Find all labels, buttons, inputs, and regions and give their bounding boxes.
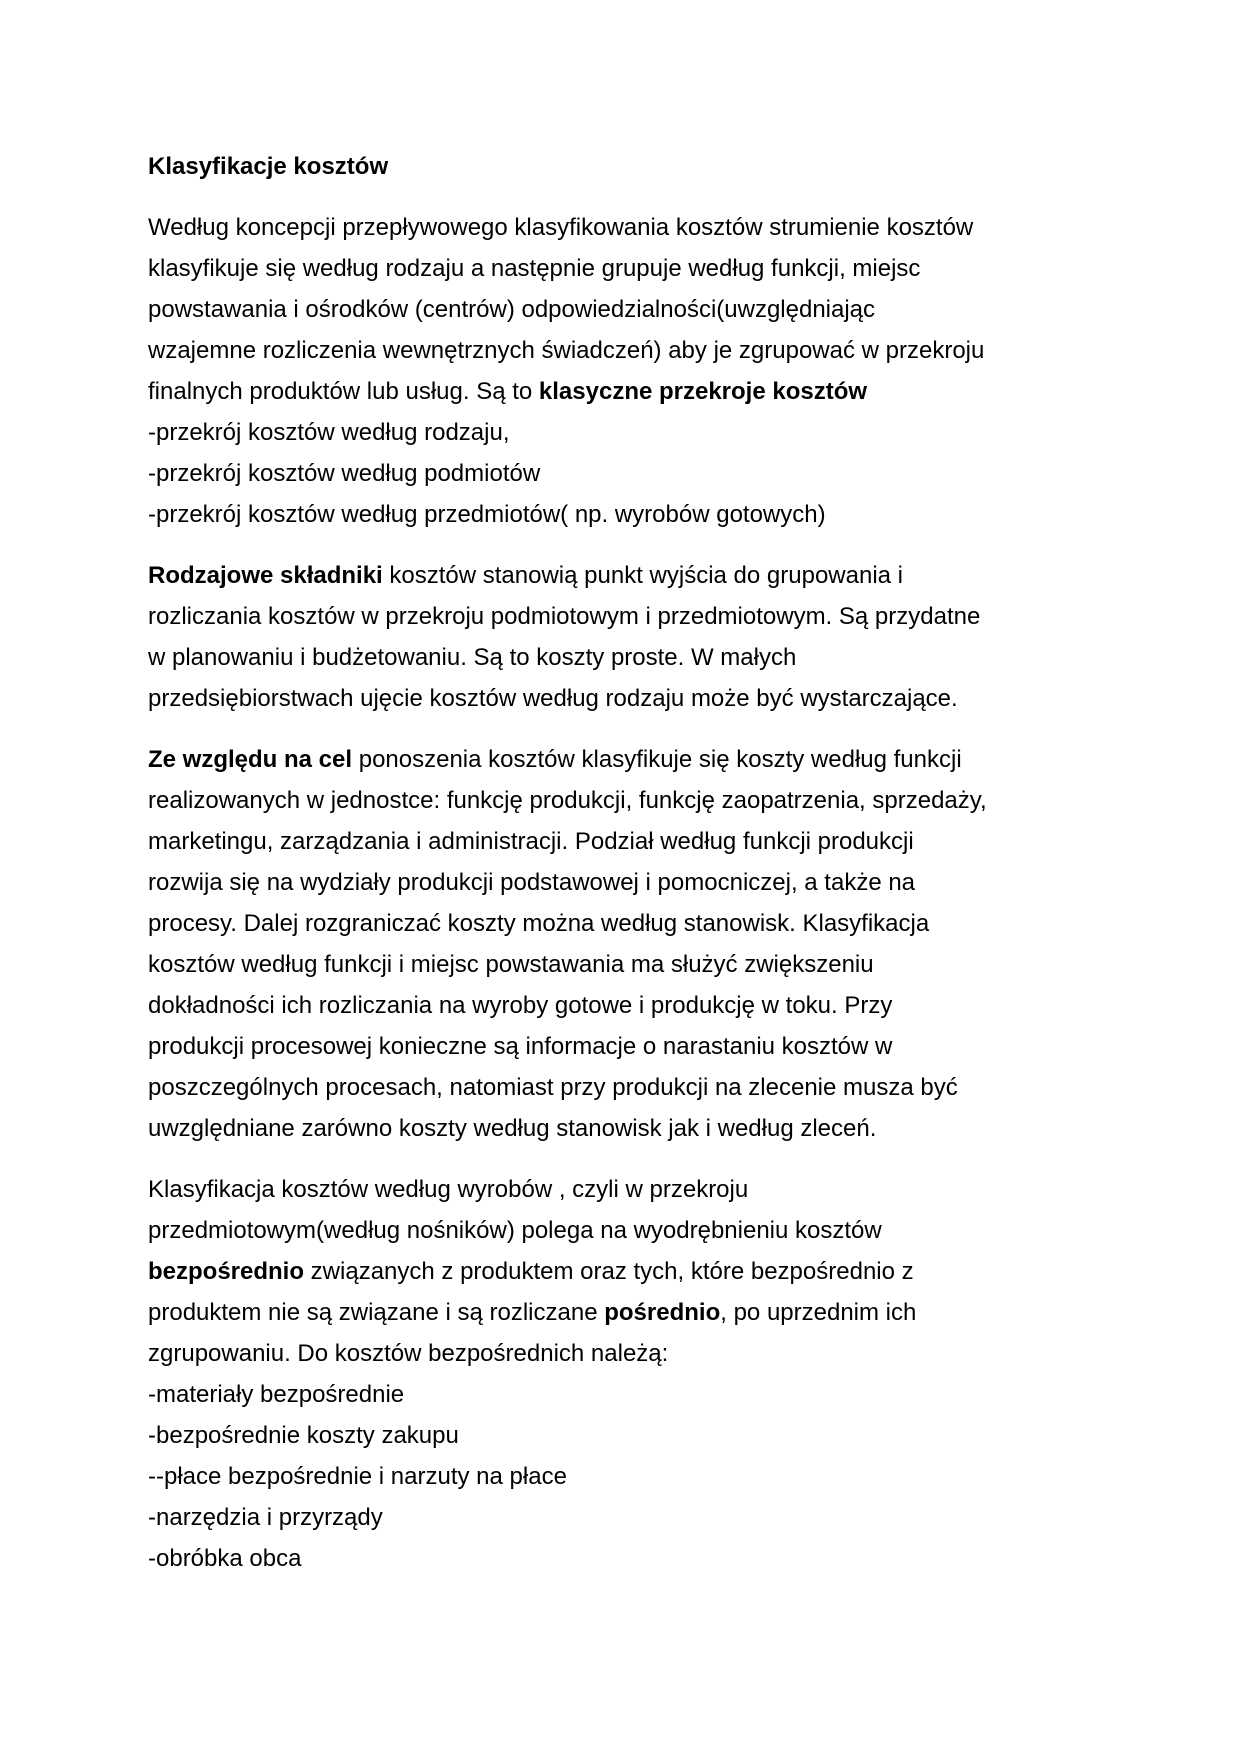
- text-line: w planowaniu i budżetowaniu. Są to koszty proste. W małych: [148, 644, 797, 671]
- text-line: klasyfikuje się według rodzaju a następnie grupuje według funkcji, miejsc: [148, 255, 921, 282]
- paragraph-2: [148, 555, 1108, 719]
- text-line: [148, 1292, 1108, 1333]
- text-line: marketingu, zarządzania i administracji. Podział według funkcji produkcji: [148, 828, 914, 855]
- text-segment: finalnych produktów lub usług. Są to: [148, 378, 539, 405]
- document-title: Klasyfikacje kosztów: [148, 153, 389, 180]
- list-item: --płace bezpośrednie i narzuty na płace: [148, 1463, 567, 1490]
- text-line: dokładności ich rozliczania na wyroby gotowe i produkcję w toku. Przy: [148, 992, 893, 1019]
- bold-phrase: pośrednio: [604, 1299, 721, 1326]
- list-item: -bezpośrednie koszty zakupu: [148, 1422, 459, 1449]
- text-segment: związanych z produktem oraz tych, które bezpośrednio z: [304, 1258, 914, 1285]
- text-segment: , po uprzednim ich: [720, 1299, 917, 1326]
- text-line: zgrupowaniu. Do kosztów bezpośrednich należą:: [148, 1340, 669, 1367]
- text-line: [148, 1251, 1108, 1292]
- text-line: rozliczania kosztów w przekroju podmiotowym i przedmiotowym. Są przydatne: [148, 603, 981, 630]
- list-item: -narzędzia i przyrządy: [148, 1504, 383, 1531]
- text-line: Klasyfikacja kosztów według wyrobów , czyli w przekroju: [148, 1176, 749, 1203]
- text-line: [148, 371, 1108, 412]
- list-item: -przekrój kosztów według przedmiotów( np. wyrobów gotowych): [148, 501, 826, 528]
- list-item: -przekrój kosztów według podmiotów: [148, 460, 541, 487]
- bold-phrase: Rodzajowe składniki: [148, 562, 383, 589]
- text-line: procesy. Dalej rozgraniczać koszty można według stanowisk. Klasyfikacja: [148, 910, 930, 937]
- text-line: kosztów według funkcji i miejsc powstawania ma służyć zwiększeniu: [148, 951, 874, 978]
- text-line: przedsiębiorstwach ujęcie kosztów według rodzaju może być wystarczające.: [148, 685, 958, 712]
- paragraph-3: [148, 739, 1108, 1149]
- list-item: -przekrój kosztów według rodzaju,: [148, 419, 510, 446]
- text-line: uwzględniane zarówno koszty według stanowisk jak i według zleceń.: [148, 1115, 877, 1142]
- text-line: poszczególnych procesach, natomiast przy produkcji na zlecenie musza być: [148, 1074, 958, 1101]
- text-line: przedmiotowym(według nośników) polega na wyodrębnieniu kosztów: [148, 1217, 882, 1244]
- text-line: realizowanych w jednostce: funkcję produkcji, funkcję zaopatrzenia, sprzedaży,: [148, 787, 987, 814]
- text-line: rozwija się na wydziały produkcji podstawowej i pomocniczej, a także na: [148, 869, 916, 896]
- text-segment: ponoszenia kosztów klasyfikuje się koszty według funkcji: [352, 746, 962, 773]
- paragraph-4: [148, 1169, 1108, 1579]
- text-line: [148, 555, 1108, 596]
- text-segment: kosztów stanowią punkt wyjścia do grupowania i: [382, 562, 903, 589]
- text-line: powstawania i ośrodków (centrów) odpowiedzialności(uwzględniając: [148, 296, 876, 323]
- text-segment: produktem nie są związane i są rozliczane: [148, 1299, 605, 1326]
- paragraph-1: [148, 207, 1108, 535]
- list-item: -materiały bezpośrednie: [148, 1381, 405, 1408]
- bold-phrase: klasyczne przekroje kosztów: [538, 378, 868, 405]
- list-item: -obróbka obca: [148, 1545, 302, 1572]
- bold-phrase: Ze względu na cel: [148, 746, 353, 773]
- bold-phrase: bezpośrednio: [148, 1258, 305, 1285]
- text-line: [148, 739, 1108, 780]
- text-line: Według koncepcji przepływowego klasyfikowania kosztów strumienie kosztów: [148, 214, 974, 241]
- document-page: [148, 146, 1108, 1599]
- text-line: wzajemne rozliczenia wewnętrznych świadczeń) aby je zgrupować w przekroju: [148, 337, 985, 364]
- text-line: produkcji procesowej konieczne są informacje o narastaniu kosztów w: [148, 1033, 893, 1060]
